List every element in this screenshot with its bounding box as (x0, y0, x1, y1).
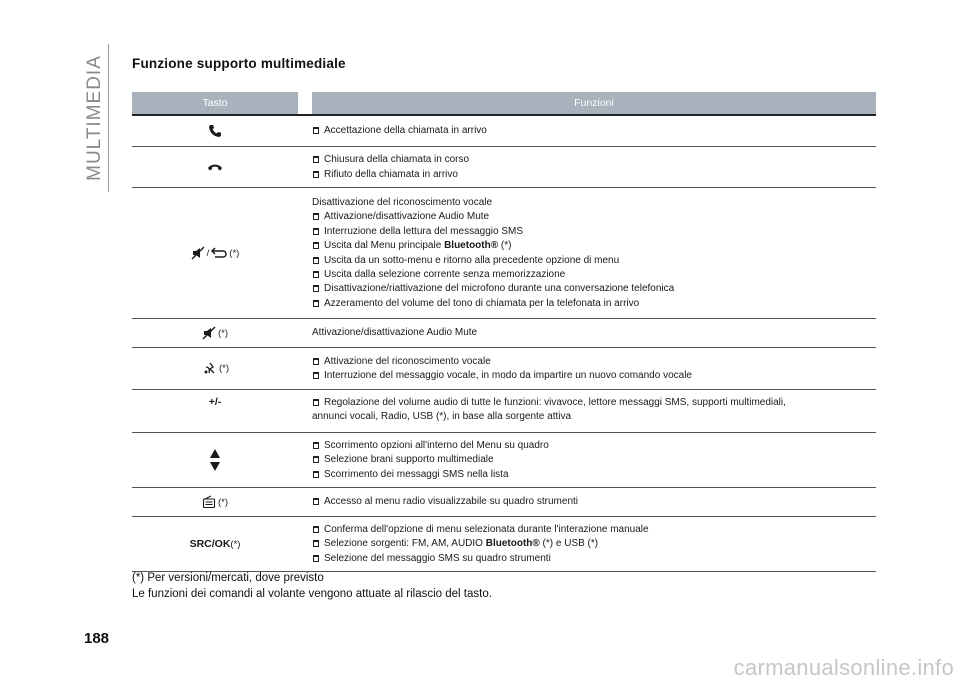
functions-table (132, 92, 876, 572)
table-row (132, 488, 876, 517)
list-item: Interruzione del messaggio vocale, in modo da impartire un nuovo comando vocale (312, 369, 872, 383)
function-cell (312, 433, 876, 487)
page-title: Funzione supporto multimediale (132, 56, 346, 71)
mute-icon (202, 326, 216, 340)
bullet-icon (313, 213, 319, 220)
function-cell (312, 517, 876, 571)
bullet-icon (313, 456, 319, 463)
list-item: Scorrimento opzioni all'interno del Menu su quadro (312, 439, 872, 453)
watermark: carmanualsonline.info (733, 655, 954, 680)
list-item: Selezione brani supporto multimediale (312, 453, 872, 467)
bullet-icon (313, 242, 319, 249)
intro-text: Disattivazione del riconoscimento vocale (312, 196, 493, 208)
mute-icon (191, 246, 205, 260)
arrow-up-icon (210, 449, 220, 458)
bullet-icon (313, 471, 319, 478)
bullet-icon (313, 399, 319, 406)
list-item: Uscita dal Menu principale Bluetooth® (*) (312, 239, 872, 253)
bullet-icon (313, 156, 319, 163)
function-cell (312, 348, 876, 389)
table-header (132, 92, 876, 114)
key-cell: (*) (132, 319, 298, 347)
list-item: Selezione del messaggio SMS su quadro strumenti (312, 552, 872, 566)
list-item: Disattivazione/riattivazione del microfono durante una conversazione telefonica (312, 282, 872, 296)
function-text: Attivazione/disattivazione Audio Mute (312, 327, 478, 339)
bullet-icon (313, 228, 319, 235)
list-item: Accesso al menu radio visualizzabile su quadro strumenti (312, 495, 872, 509)
list-item: Attivazione del riconoscimento vocale (312, 355, 872, 369)
key-cell: (*) (132, 348, 298, 389)
bullet-icon (313, 498, 319, 505)
table-row (132, 116, 876, 147)
src-ok-key-label: SRC/OK (189, 538, 231, 550)
bullet-icon (313, 526, 319, 533)
key-cell (132, 116, 298, 146)
bullet-icon (313, 271, 319, 278)
list-item-continuation: annunci vocali, Radio, USB (*), in base alla sorgente attiva (312, 411, 572, 423)
phone-answer-icon (208, 124, 222, 138)
function-cell (312, 390, 876, 432)
arrow-down-icon (210, 462, 220, 471)
voice-exit-icon (211, 247, 227, 259)
list-item: Attivazione/disattivazione Audio Mute (312, 210, 872, 224)
table-row (132, 517, 876, 572)
table-row (132, 348, 876, 390)
table-row (132, 188, 876, 319)
volume-key-label: +/- (208, 396, 222, 408)
key-cell: / (*) (132, 188, 298, 318)
table-row (132, 319, 876, 348)
bullet-icon (313, 285, 319, 292)
footnote-release: Le funzioni dei comandi al volante vengono attuate al rilascio del tasto. (132, 588, 492, 600)
section-side-label: MULTIMEDIA (84, 55, 106, 181)
side-divider (108, 44, 109, 192)
function-cell (312, 319, 876, 347)
table-row (132, 433, 876, 488)
bullet-icon (313, 300, 319, 307)
bullet-icon (313, 257, 319, 264)
list-item: Interruzione della lettura del messaggio SMS (312, 225, 872, 239)
list-item: Uscita dalla selezione corrente senza memorizzazione (312, 268, 872, 282)
function-cell (312, 116, 876, 146)
key-cell (132, 390, 298, 432)
list-item: Regolazione del volume audio di tutte le funzioni: vivavoce, lettore messaggi SMS, supporti multimediali, (312, 396, 872, 410)
list-item: Selezione sorgenti: FM, AM, AUDIO Bluetooth® (*) e USB (*) (312, 537, 872, 551)
key-cell (132, 433, 298, 487)
table-row (132, 390, 876, 433)
footnotes (132, 570, 492, 602)
key-cell (132, 147, 298, 187)
bullet-icon (313, 358, 319, 365)
function-cell (312, 188, 876, 318)
bullet-icon (313, 372, 319, 379)
radio-menu-icon (202, 495, 216, 509)
bullet-icon (313, 127, 319, 134)
list-item: Azzeramento del volume del tono di chiamata per la telefonata in arrivo (312, 297, 872, 311)
list-item: Conferma dell'opzione di menu selezionata durante l'interazione manuale (312, 523, 872, 537)
key-cell: (*) (132, 488, 298, 516)
list-item: Chiusura della chiamata in corso (312, 153, 872, 167)
list-item: Scorrimento dei messaggi SMS nella lista (312, 468, 872, 482)
key-cell: SRC/OK(*) (189, 538, 241, 550)
bullet-icon (313, 555, 319, 562)
list-item: Accettazione della chiamata in arrivo (312, 124, 872, 138)
phone-hangup-icon (207, 162, 223, 172)
function-cell (312, 488, 876, 516)
list-item: Rifiuto della chiamata in arrivo (312, 168, 872, 182)
table-row (132, 147, 876, 188)
bullet-icon (313, 171, 319, 178)
bullet-icon (313, 442, 319, 449)
bullet-icon (313, 540, 319, 547)
page-number: 188 (84, 630, 110, 647)
voice-command-icon (201, 361, 217, 377)
list-item: Uscita da un sotto-menu e ritorno alla precedente opzione di menu (312, 254, 872, 268)
footnote-versions: (*) Per versioni/mercati, dove previsto (132, 572, 324, 584)
function-cell (312, 147, 876, 187)
header-key: Tasto (132, 92, 298, 114)
header-functions: Funzioni (312, 92, 876, 114)
